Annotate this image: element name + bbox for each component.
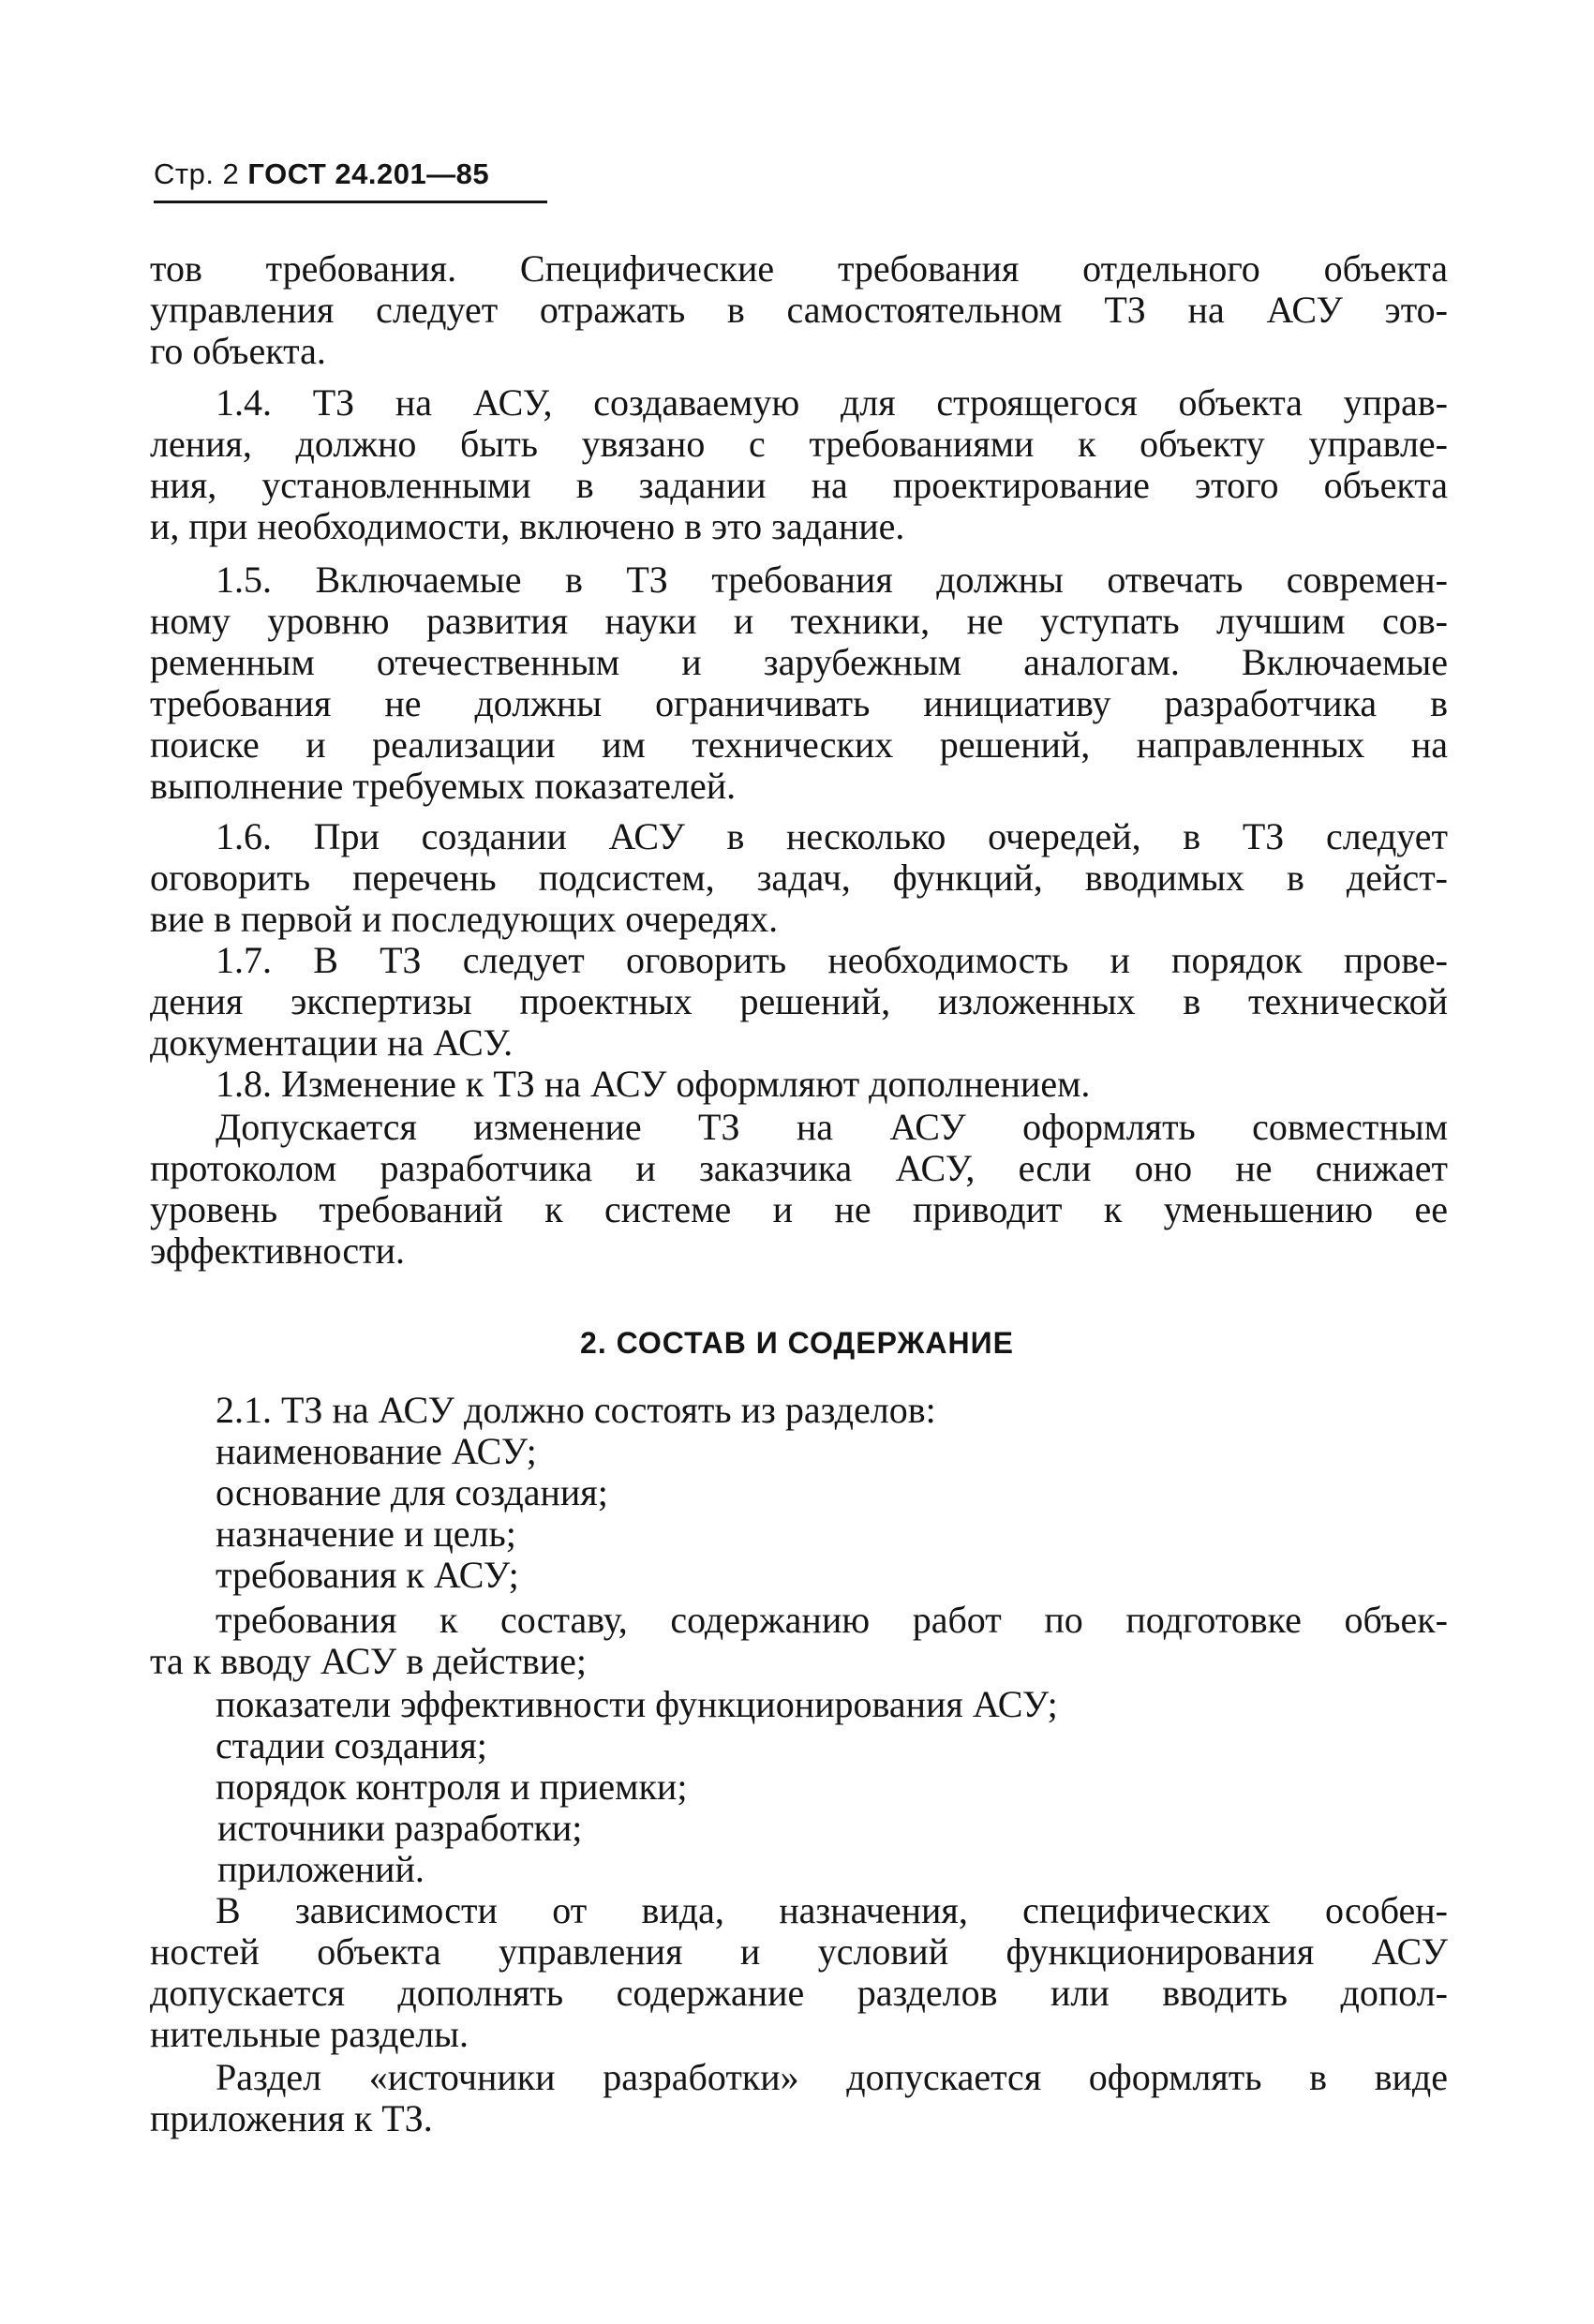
text-line: управления следует отражать в самостоятельном ТЗ на АСУ это- bbox=[150, 289, 1448, 331]
text-line: ления, должно быть увязано с требованиями к объекту управле- bbox=[150, 423, 1448, 465]
text-line: выполнение требуемых показателей. bbox=[150, 765, 737, 807]
text-line: вие в первой и последующих очередях. bbox=[150, 898, 779, 940]
list-item: порядок контроля и приемки; bbox=[216, 1765, 688, 1808]
text-line: го объекта. bbox=[150, 330, 326, 372]
text-line: протоколом разработчика и заказчика АСУ, если оно не снижает bbox=[150, 1147, 1448, 1189]
running-header bbox=[154, 156, 489, 193]
text-line: тов требования. Специфические требования отдельного объекта bbox=[150, 247, 1448, 290]
text-line: ному уровню развития науки и техники, не уступать лучшим сов- bbox=[150, 600, 1448, 642]
text-line: допускается дополнять содержание разделов или вводить допол- bbox=[150, 1972, 1448, 2014]
text-line: оговорить перечень подсистем, задач, функций, вводимых в дейст- bbox=[150, 857, 1448, 899]
text-line: и, при необходимости, включено в это задание. bbox=[150, 505, 905, 547]
section-title: 2. СОСТАВ И СОДЕРЖАНИЕ bbox=[580, 1326, 1014, 1360]
list-item: приложений. bbox=[217, 1848, 425, 1890]
clause-1-6-line: 1.6. При создании АСУ в несколько очередей, в ТЗ следует bbox=[216, 815, 1448, 857]
list-item-continuation: та к вводу АСУ в действие; bbox=[150, 1640, 588, 1682]
text-line: В зависимости от вида, назначения, специфических особен- bbox=[216, 1889, 1448, 1931]
text-line: Допускается изменение ТЗ на АСУ оформлять совместным bbox=[216, 1106, 1448, 1148]
clause-1-4-line: 1.4. ТЗ на АСУ, создаваемую для строящегося объекта управ- bbox=[216, 381, 1448, 424]
text-line: Раздел «источники разработки» допускается оформлять в виде bbox=[216, 2056, 1448, 2098]
text-line: приложения к ТЗ. bbox=[150, 2097, 433, 2139]
list-item: назначение и цель; bbox=[216, 1512, 516, 1555]
clause-2-1-line: 2.1. ТЗ на АСУ должно состоять из разделов: bbox=[216, 1389, 936, 1431]
text-line: требования не должны ограничивать инициативу разработчика в bbox=[150, 682, 1448, 724]
clause-1-8-line: 1.8. Изменение к ТЗ на АСУ оформляют дополнением. bbox=[216, 1063, 1091, 1105]
list-item: наименование АСУ; bbox=[216, 1430, 537, 1472]
list-item: основание для создания; bbox=[216, 1471, 608, 1513]
text-line: поиске и реализации им технических решений, направленных на bbox=[150, 723, 1448, 766]
text-line: ременным отечественным и зарубежным аналогам. Включаемые bbox=[150, 641, 1448, 683]
header-rule bbox=[154, 201, 547, 203]
list-item: требования к АСУ; bbox=[216, 1554, 519, 1596]
list-item: стадии создания; bbox=[216, 1724, 487, 1766]
text-line: ния, установленными в задании на проектирование этого объекта bbox=[150, 464, 1448, 506]
text-line: дения экспертизы проектных решений, изложенных в технической bbox=[150, 980, 1448, 1022]
standard-number: ГОСТ 24.201—85 bbox=[247, 157, 490, 190]
list-item: требования к составу, содержанию работ по подготовке объек- bbox=[216, 1599, 1448, 1641]
page-label: Стр. 2 bbox=[154, 157, 240, 190]
text-line: документации на АСУ. bbox=[150, 1021, 514, 1064]
text-line: эффективности. bbox=[150, 1229, 406, 1272]
list-item: источники разработки; bbox=[217, 1807, 583, 1849]
list-item: показатели эффективности функционирования АСУ; bbox=[216, 1683, 1058, 1725]
text-line: уровень требований к системе и не приводит к уменьшению ее bbox=[150, 1188, 1448, 1230]
text-line: нительные разделы. bbox=[150, 2013, 469, 2055]
clause-1-7-line: 1.7. В ТЗ следует оговорить необходимость и порядок прове- bbox=[216, 939, 1448, 981]
text-line: ностей объекта управления и условий функционирования АСУ bbox=[150, 1930, 1448, 1973]
clause-1-5-line: 1.5. Включаемые в ТЗ требования должны отвечать современ- bbox=[216, 559, 1448, 601]
